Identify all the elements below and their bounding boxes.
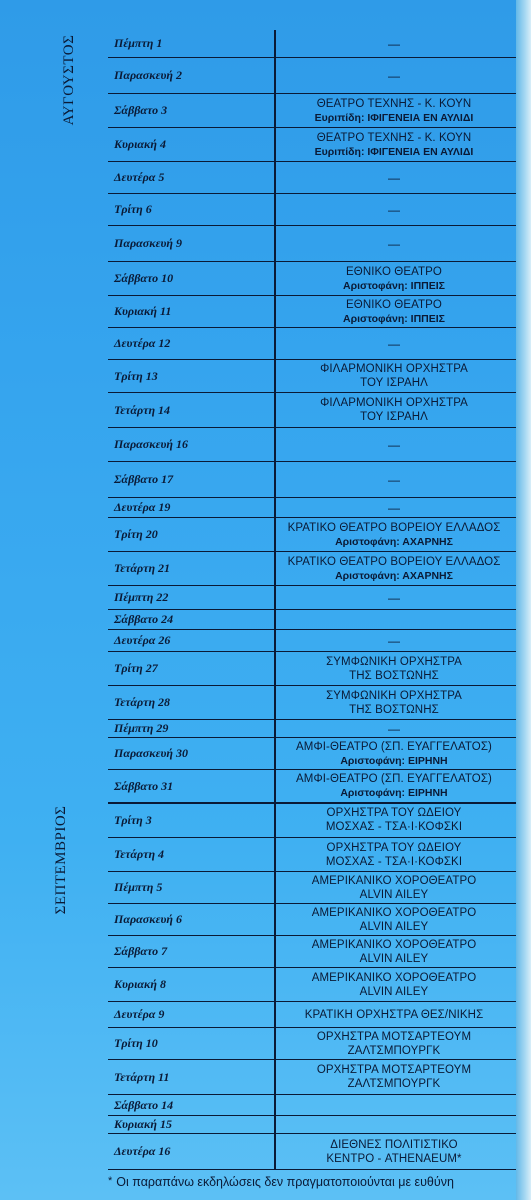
event-cell [278, 872, 510, 903]
event-cell [278, 904, 510, 935]
event-work [340, 754, 447, 768]
day-label: Δευτέρα 26 [114, 633, 171, 647]
schedule-row [108, 94, 516, 128]
no-event-dash: — [388, 236, 400, 251]
author-prefix: Αριστοφάνη: [343, 279, 408, 292]
schedule-row [108, 552, 516, 586]
no-event-dash: — [388, 336, 400, 351]
event-cell [278, 30, 510, 57]
schedule-row [108, 194, 516, 226]
work-title: ΙΠΠΕΙΣ [410, 312, 445, 325]
schedule-row [108, 968, 516, 1002]
schedule-row [108, 162, 516, 194]
event-cell [278, 1060, 510, 1094]
author-prefix: Ευριπίδη: [314, 111, 365, 124]
schedule-row [108, 738, 516, 770]
no-event-dash: — [388, 633, 400, 648]
work-title: ΙΦΙΓΕΝΕΙΑ ΕΝ ΑΥΛΙΔΙ [367, 145, 474, 158]
no-event-dash: — [388, 472, 400, 487]
event-cell [278, 630, 510, 651]
author-prefix: Αριστοφάνη: [335, 535, 400, 548]
day-label: Δευτέρα 16 [114, 1144, 171, 1158]
event-title: ΘΕΑΤΡΟ ΤΕΧΝΗΣ - Κ. ΚΟΥΝ [316, 97, 472, 110]
schedule-row [108, 328, 516, 360]
event-cell [278, 194, 510, 225]
schedule-row [108, 770, 516, 804]
work-title: ΙΦΙΓΕΝΕΙΑ ΕΝ ΑΥΛΙΔΙ [367, 111, 474, 124]
day-label: Σάββατο 3 [114, 103, 168, 117]
schedule-row [108, 1095, 516, 1116]
day-label: Δευτέρα 19 [114, 500, 171, 514]
event-title: ΟΡΧΗΣΤΡΑ ΜΟΤΣΑΡΤΕΟΥΜ [316, 1064, 472, 1076]
event-title: ΑΜΕΡΙΚΑΝΙΚΟ ΧΟΡΟΘΕΑΤΡΟ [311, 971, 477, 984]
schedule-row [108, 652, 516, 686]
schedule-row [108, 428, 516, 462]
schedule-row [108, 1116, 516, 1134]
no-event-dash: — [388, 590, 400, 605]
day-label: Πέμπτη 1 [114, 36, 163, 50]
month-label-august: ΑΥΓΟΥΣΤΟΣ [61, 34, 77, 126]
event-cell [278, 720, 510, 737]
no-event-dash: — [388, 170, 400, 185]
work-title: ΕΙΡΗΝΗ [407, 754, 448, 767]
no-event-dash: — [388, 202, 400, 217]
event-cell [278, 262, 510, 295]
author-prefix: Αριστοφάνη: [340, 754, 406, 767]
schedule-row [108, 296, 516, 328]
event-title: ΖΑΛΤΣΜΠΟΥΡΓΚ [347, 1078, 441, 1090]
schedule-row [108, 838, 516, 872]
no-event-dash: — [388, 437, 400, 452]
event-cell [278, 58, 510, 93]
schedule-row [108, 1002, 516, 1028]
event-cell [278, 610, 510, 629]
day-label: Σάββατο 17 [114, 472, 174, 486]
day-label: Παρασκευή 2 [114, 68, 183, 82]
month-label-september: ΣΕΠΤΕΜΒΡΙΟΣ [53, 805, 69, 915]
event-title: ΟΡΧΗΣΤΡΑ ΤΟΥ ΩΔΕΙΟΥ [326, 841, 462, 854]
day-label: Τετάρτη 21 [114, 561, 171, 575]
event-title: ΑΜΦΙ-ΘΕΑΤΡΟ (ΣΠ. ΕΥΑΓΓΕΛΑΤΟΣ) [296, 773, 492, 785]
event-cell [278, 296, 510, 327]
no-event-dash: — [388, 500, 400, 515]
day-label: Τετάρτη 4 [114, 847, 165, 861]
day-label: Τρίτη 3 [114, 812, 152, 827]
event-title: ΤΟΥ ΙΣΡΑΗΛ [360, 377, 428, 389]
event-title: ALVIN AILEY [359, 952, 429, 965]
work-title: ΙΠΠΕΙΣ [410, 279, 445, 292]
event-work [343, 312, 445, 326]
event-cell [278, 328, 510, 359]
event-title: ALVIN AILEY [359, 888, 429, 901]
event-cell [278, 738, 510, 769]
schedule-row [108, 1134, 516, 1170]
day-label: Παρασκευή 30 [114, 746, 189, 760]
event-title: ALVIN AILEY [359, 985, 429, 998]
schedule-row [108, 518, 516, 552]
event-work [315, 145, 474, 159]
day-label: Κυριακή 8 [114, 977, 166, 991]
event-title: ΟΡΧΗΣΤΡΑ ΜΟΤΣΑΡΤΕΟΥΜ [316, 1030, 472, 1043]
event-title: ΜΟΣΧΑΣ - ΤΣΑ·Ι·ΚΟΦΣΚΙ [325, 821, 463, 833]
event-title: ΕΘΝΙΚΟ ΘΕΑΤΡΟ [346, 265, 442, 278]
event-cell [278, 770, 510, 802]
schedule-row [108, 936, 516, 968]
event-title: ΣΥΜΦΩΝΙΚΗ ΟΡΧΗΣΤΡΑ [326, 655, 462, 668]
schedule-row [108, 586, 516, 610]
event-title: ΚΡΑΤΙΚΗ ΟΡΧΗΣΤΡΑ ΘΕΣ/ΝΙΚΗΣ [304, 1008, 484, 1021]
event-cell [278, 428, 510, 461]
event-cell [278, 1134, 510, 1169]
day-label: Τρίτη 20 [114, 527, 158, 541]
event-title: ΤΗΣ ΒΟΣΤΩΝΗΣ [349, 703, 439, 716]
work-title: ΑΧΑΡΝΗΣ [402, 535, 453, 548]
day-label: Δευτέρα 5 [114, 170, 165, 184]
schedule-row [108, 30, 516, 58]
event-cell [278, 498, 510, 517]
event-cell [278, 94, 510, 127]
day-label: Τετάρτη 28 [114, 695, 171, 709]
event-cell [278, 393, 510, 427]
event-cell [278, 552, 510, 585]
day-label: Σάββατο 7 [114, 944, 168, 958]
schedule-row [108, 610, 516, 630]
event-cell [278, 1002, 510, 1027]
event-cell [278, 162, 510, 193]
author-prefix: Ευριπίδη: [314, 145, 365, 158]
event-cell [278, 1028, 510, 1059]
day-label: Παρασκευή 16 [114, 437, 189, 451]
schedule-table [108, 30, 516, 1170]
day-label: Δευτέρα 12 [114, 336, 171, 350]
footnote [108, 1175, 528, 1189]
event-title: ΑΜΦΙ-ΘΕΑΤΡΟ (ΣΠ. ΕΥΑΓΓΕΛΑΤΟΣ) [296, 740, 492, 753]
day-label: Τετάρτη 14 [114, 402, 171, 417]
day-label: Τετάρτη 11 [114, 1069, 170, 1084]
event-cell [278, 128, 510, 161]
event-cell [278, 360, 510, 392]
event-title: ΤΟΥ ΙΣΡΑΗΛ [360, 411, 428, 423]
day-label: Σάββατο 10 [114, 271, 174, 285]
event-title: ΑΜΕΡΙΚΑΝΙΚΟ ΧΟΡΟΘΕΑΤΡΟ [311, 938, 477, 951]
schedule-row [108, 58, 516, 94]
day-label: Κυριακή 4 [114, 137, 166, 151]
day-label: Παρασκευή 9 [114, 236, 183, 250]
event-work [315, 111, 474, 125]
event-title: ΔΙΕΘΝΕΣ ΠΟΛΙΤΙΣΤΙΚΟ [330, 1138, 458, 1151]
event-title: ΑΜΕΡΙΚΑΝΙΚΟ ΧΟΡΟΘΕΑΤΡΟ [311, 906, 477, 919]
schedule-row [108, 1060, 516, 1095]
schedule-row [108, 393, 516, 428]
schedule-row [108, 1028, 516, 1060]
schedule-row [108, 803, 516, 838]
event-cell [278, 1095, 510, 1115]
event-title: ΣΥΜΦΩΝΙΚΗ ΟΡΧΗΣΤΡΑ [326, 689, 462, 702]
event-work [340, 786, 447, 800]
schedule-row [108, 904, 516, 936]
event-cell [278, 968, 510, 1001]
schedule-row [108, 872, 516, 904]
day-label: Παρασκευή 6 [114, 912, 183, 926]
event-title: ΖΑΛΤΣΜΠΟΥΡΓΚ [347, 1044, 441, 1057]
work-title: ΑΧΑΡΝΗΣ [402, 569, 453, 582]
day-label: Τρίτη 13 [114, 368, 158, 383]
event-title: ΤΗΣ ΒΟΣΤΩΝΗΣ [349, 669, 439, 682]
work-title: ΕΙΡΗΝΗ [407, 787, 448, 799]
schedule-row [108, 498, 516, 518]
schedule-row [108, 360, 516, 393]
event-title: ΕΘΝΙΚΟ ΘΕΑΤΡΟ [346, 298, 442, 311]
event-cell [278, 586, 510, 609]
event-title: ΚΡΑΤΙΚΟ ΘΕΑΤΡΟ ΒΟΡΕΙΟΥ ΕΛΛΑΔΟΣ [287, 555, 501, 568]
schedule-row [108, 686, 516, 720]
event-cell [278, 936, 510, 967]
day-label: Σάββατο 14 [114, 1097, 174, 1112]
day-label: Δευτέρα 9 [114, 1007, 165, 1021]
schedule-row [108, 128, 516, 162]
footnote-text: Οι παραπάνω εκδηλώσεις δεν πραγματοποιούνται με ευθύνη [116, 1175, 454, 1189]
day-label: Πέμπτη 22 [114, 590, 169, 604]
event-cell [278, 686, 510, 719]
event-title: ΜΟΣΧΑΣ - ΤΣΑ·Ι·ΚΟΦΣΚΙ [325, 855, 463, 868]
no-event-dash: — [388, 721, 400, 736]
event-title: ΦΙΛΑΡΜΟΝΙΚΗ ΟΡΧΗΣΤΡΑ [320, 363, 468, 375]
day-label: Κυριακή 15 [114, 1117, 172, 1131]
event-work [343, 279, 445, 293]
day-label: Πέμπτη 5 [114, 880, 163, 894]
footnote-asterisk: * [108, 1175, 113, 1187]
author-prefix: Αριστοφάνη: [343, 312, 408, 325]
event-cell [278, 518, 510, 551]
author-prefix: Αριστοφάνη: [335, 569, 400, 582]
event-cell [278, 652, 510, 685]
event-title: ΚΡΑΤΙΚΟ ΘΕΑΤΡΟ ΒΟΡΕΙΟΥ ΕΛΛΑΔΟΣ [287, 521, 501, 534]
event-cell [278, 462, 510, 497]
schedule-row [108, 720, 516, 738]
event-title: ΘΕΑΤΡΟ ΤΕΧΝΗΣ - Κ. ΚΟΥΝ [316, 131, 472, 144]
day-label: Τρίτη 10 [114, 1036, 158, 1050]
event-cell [278, 803, 510, 837]
day-label: Κυριακή 11 [114, 304, 172, 318]
event-work [335, 569, 453, 583]
schedule-row [108, 462, 516, 498]
event-title: ΟΡΧΗΣΤΡΑ ΤΟΥ ΩΔΕΙΟΥ [326, 807, 462, 819]
event-title: ΑΜΕΡΙΚΑΝΙΚΟ ΧΟΡΟΘΕΑΤΡΟ [311, 874, 477, 887]
author-prefix: Αριστοφάνη: [340, 787, 406, 799]
event-cell [278, 838, 510, 871]
day-label: Σάββατο 31 [114, 778, 174, 793]
schedule-row [108, 262, 516, 296]
event-work [335, 535, 453, 549]
no-event-dash: — [388, 36, 400, 51]
event-title: ALVIN AILEY [359, 920, 429, 933]
day-label: Τρίτη 27 [114, 661, 158, 675]
event-title: ΚΕΝΤΡΟ - ATHENAEUM* [326, 1152, 462, 1165]
schedule-row [108, 630, 516, 652]
event-cell [278, 1116, 510, 1133]
event-cell [278, 226, 510, 261]
no-event-dash: — [388, 68, 400, 83]
day-label: Τρίτη 6 [114, 202, 152, 216]
event-title: ΦΙΛΑΡΜΟΝΙΚΗ ΟΡΧΗΣΤΡΑ [320, 397, 468, 409]
day-label: Σάββατο 24 [114, 612, 174, 626]
page-edge [516, 0, 531, 1200]
schedule-row [108, 226, 516, 262]
day-label: Πέμπτη 29 [114, 721, 169, 735]
